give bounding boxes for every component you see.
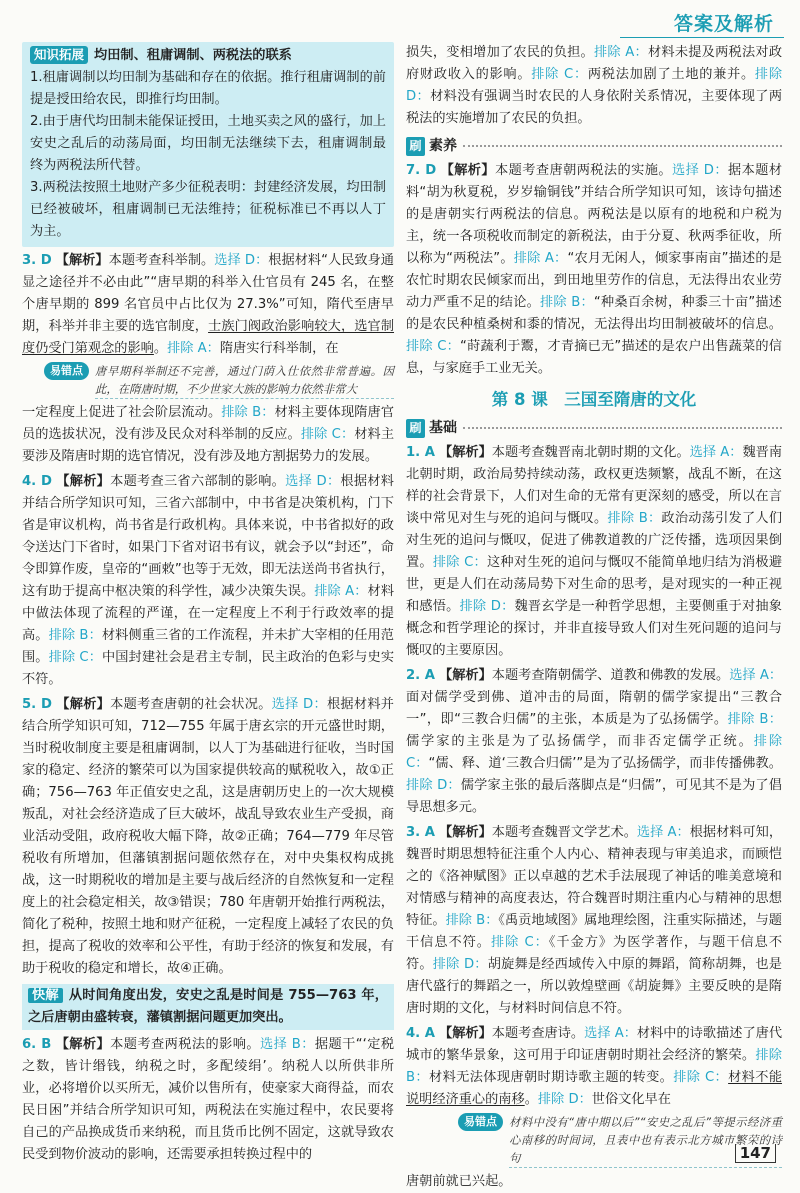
text-segment: 唐朝前就已兴起。: [406, 1174, 512, 1189]
analysis-tag: 【解析】: [56, 697, 111, 712]
text-segment: 世俗文化早在: [591, 1092, 671, 1107]
text-segment: 材料没有强调当时农民的人身依附关系情况，主要体现了两税法的实施增加了农民的负担。: [406, 89, 783, 126]
text-segment: 材料无法体现唐朝时期诗歌主题的转变。: [429, 1070, 674, 1085]
option-label: 选择 A：: [636, 825, 690, 840]
text-segment: 本题考查三省六部制的影响。: [110, 474, 286, 489]
text-segment: 根据材料并结合所学知识可知，三省六部制中，中书省是决策机构，门下省是审议机构，尚书省是行政机构。具体来说，中书省拟好的政令送达门下省时，如果门下省对诏书有议，就会予以“封还”，命令即算作废，皇帝的“画敕”也等于无效，即无法送尚书省执行，这有助于提高中枢决策的科学性，减少决策失误。: [22, 474, 394, 599]
text-segment: 中国封建社会是君主专制，民主政治的色彩与史实不符。: [22, 650, 395, 687]
analysis-tag: 【解析】: [439, 668, 492, 683]
option-label: 排除 B：: [221, 405, 275, 420]
option-label: 排除 B：: [607, 511, 662, 526]
left-column: [22, 42, 394, 1166]
answer-7: [406, 160, 782, 380]
option-label: 排除 C：: [406, 339, 461, 354]
answer-number: 4. D: [22, 474, 52, 489]
answer-number: 7. D: [406, 163, 437, 178]
mistake-tip-text: 材料中没有“唐中期以后”“安史之乱后”等提示经济重心南移的时间词，且表中也有表示北方城市繁荣的诗句: [509, 1113, 782, 1168]
lesson8-answer-1: [406, 442, 782, 662]
text-segment: 魏晋玄学是一种哲学思想，主要侧重于对抽象概念和哲学理论的探讨，并非直接导致人们对生死问题的追问与慨叹的主要原因。: [406, 599, 782, 658]
answer-6-continued: [406, 42, 782, 130]
answer-4: [22, 471, 394, 691]
option-label: 排除 D：: [432, 957, 488, 972]
text-segment: 材料主要体现隋唐官员的选拔状况，没有涉及民众对科举制的反应。: [22, 405, 395, 442]
section-divider: [463, 145, 782, 147]
knowledge-box-heading: [30, 45, 386, 67]
section-badge: 刷: [406, 137, 425, 156]
text-segment: “莳蔬利于鬻，才青摘已无”描述的是农户出售蔬菜的信息，与家庭手工业无关。: [406, 339, 782, 376]
analysis-tag: 【解析】: [55, 1037, 111, 1052]
lesson8-answer-3: [406, 822, 782, 1020]
text-segment: 本题考查唐朝两税法的实施。: [495, 163, 672, 178]
option-label: 选择 B：: [259, 1037, 315, 1052]
text-segment: 两税法加剧了土地的兼并。: [587, 67, 755, 82]
text-segment: 本题考查魏晋文学艺术。: [491, 825, 637, 840]
text-segment: 据本题材料“胡为秋夏税，岁岁输铜钱”并结合所学知识可知，该诗句描述的是唐朝实行两税法的信息。两税法是以原有的地税和户税为主，统一各项税收而制定的新税法，由于分夏、秋两季征收，所以称为“两税法”。: [406, 163, 783, 266]
answer-3-continued: [22, 402, 394, 468]
section-divider: [463, 427, 782, 429]
analysis-tag: 【解析】: [439, 825, 492, 840]
text-segment: 材料侧重三省的工作流程，并未扩大宰相的任用范围。: [22, 628, 394, 665]
option-label: 排除 A：: [167, 341, 220, 356]
lesson-title: 第 8 课 三国至隋唐的文化: [491, 390, 697, 409]
text-segment: 本题考查两税法的影响。: [110, 1037, 260, 1052]
option-label: 排除 B：: [48, 628, 102, 643]
answer-number: 3. A: [406, 825, 435, 840]
text-segment: 。: [524, 1092, 538, 1107]
text-segment: 据题干“‘定税之数，皆计缗钱，纳税之时，多配绫绢’。纳税人以所供非所业，必将增价以买所无，减价以售所有，使豪家大商得益，而农民日困”并结合所学知识可知，两税法在实施过程中，农民要将自己的产品换成货币来纳税，而且货币比例不固定，这就导致农民受到物价波动的影响，还需要承担转换过程中的: [22, 1037, 395, 1162]
option-label: 排除 A：: [513, 251, 568, 266]
option-label: 选择 D：: [271, 697, 327, 712]
option-label: 排除 C：: [490, 935, 549, 950]
text-segment: 面对儒学受到佛、道冲击的局面，隋朝的儒学家提出“三教合一”，即“三教合归儒”的主张，本质是为了弘扬儒学。: [406, 690, 782, 727]
underlined-text: 材料不能说明经济重心的南移: [406, 1070, 783, 1107]
analysis-tag: 【解析】: [56, 474, 111, 489]
section-heading-literacy: [406, 135, 782, 157]
answer-number: 5. D: [22, 697, 52, 712]
section-title: 基础: [429, 420, 457, 436]
knowledge-extension-box: [22, 42, 394, 247]
option-label: 排除 A：: [593, 45, 648, 60]
text-segment: 隋唐实行科举制，在: [219, 341, 339, 356]
text-segment: 这种对生死的追问与慨叹不能简单地归结为消极避世，更是人们在动荡局势下对生命的思考，是对现实的一种正视和感悟。: [406, 555, 783, 614]
text-segment: 胡旋舞是经西域传入中原的舞蹈，简称胡舞，也是唐代盛行的舞蹈之一，所以敦煌壁画《胡旋舞》主要反映的是隋唐时期的文化，与材料时间信息不符。: [406, 957, 782, 1016]
knowledge-point: 1.租庸调制以均田制为基础和存在的依据。推行租庸调制的前提是授田给农民，即推行均田制。: [30, 70, 386, 107]
knowledge-box-title: 均田制、租庸调制、两税法的联系: [94, 48, 292, 63]
text-segment: 儒学家主张的最后落脚点是“归儒”，可见其不是为了倡导思想多元。: [406, 778, 782, 815]
text-segment: “农月无闲人，倾家事南亩”描述的是农忙时期农民倾家而出，到田地里劳作的信息，无法得出农业劳动力严重不足的结论。: [406, 251, 782, 310]
header-divider: [620, 37, 784, 38]
option-label: 排除 B：: [406, 1048, 782, 1085]
knowledge-box-label: 知识拓展: [30, 46, 88, 64]
option-label: 排除 C：: [300, 427, 355, 442]
page-header-title: 答案及解析: [673, 13, 774, 35]
answer-number: 2. A: [406, 668, 435, 683]
mistake-tip-badge: 易错点: [458, 1113, 503, 1131]
analysis-tag: 【解析】: [55, 253, 109, 268]
knowledge-point: 2.由于唐代均田制未能保证授田，土地买卖之风的盛行，加上安史之乱后的动荡局面，均田制无法继续下去，租庸调制最终为两税法所代替。: [30, 114, 386, 173]
answer-number: 4. A: [406, 1026, 435, 1041]
text-segment: 本题考查唐朝的社会状况。: [110, 697, 272, 712]
underlined-text: 士族门阀政治影响较大，选官制度仍受门第观念的影响: [22, 319, 395, 356]
option-label: 选择 D：: [285, 474, 341, 489]
text-segment: 本题考查魏晋南北朝时期的文化。: [491, 445, 690, 460]
answer-3: [22, 250, 394, 360]
mistake-tip-text: 唐早期科举制还不完善，通过门荫入仕依然非常普遍。因此，在隋唐时期，不少世家大族的影响力依然非常大: [95, 362, 394, 399]
option-label: 选择 D：: [671, 163, 728, 178]
text-segment: 政治动荡引发了人们对生死的追问与慨叹，促进了佛教道教的广泛传播，选项因果倒置。: [406, 511, 783, 570]
text-segment: 。: [153, 341, 168, 356]
text-segment: 本题考查隋朝儒学、道教和佛教的发展。: [491, 668, 730, 683]
text-segment: 根据材料并结合所学知识可知，712—755 年属于唐玄宗的开元盛世时期，当时税收制度主要是租庸调制，以人丁为基础进行征收，当时国家的稳定、经济的繁荣可以为国家提供较高的赋税收入，故①正确；756—763 年正值安史之乱，这是唐朝历史上的一次大规模叛乱，对社会经济造成了巨大破坏，战乱导致农业生产受损，商业活动受阻，政府税收大幅下降，故②正确；764—779 年尽管税收有所增加，但藩镇割据问题依然存在，对中央集权构成挑战，这一时期税收的增加是主要与战后经济的自然恢复和一定程度上的社会稳定相关，故③错误；780 年唐朝开始推行两税法，简化了税种，按照土地和财产征税，一定程度上减轻了农民的负担，提高了税收的效率和公平性，有助于经济的恢复和发展，有助于税收的稳定和增长，故④正确。: [22, 697, 394, 976]
option-label: 排除 D：: [459, 599, 515, 614]
section-title: 素养: [429, 138, 457, 154]
text-segment: 一定程度上促进了社会阶层流动。: [22, 405, 222, 420]
quick-solution-label: 快解: [28, 988, 63, 1003]
answer-number: 1. A: [406, 445, 435, 460]
text-segment: 本题考查唐诗。: [491, 1026, 585, 1041]
page-number: 147: [735, 1144, 776, 1163]
option-label: 排除 D：: [406, 778, 461, 793]
option-label: 排除 A：: [314, 584, 368, 599]
section-badge: 刷: [406, 419, 425, 438]
analysis-tag: 【解析】: [440, 163, 496, 178]
mistake-tip-box: [458, 1113, 782, 1168]
section-heading-basic: [406, 417, 782, 439]
option-label: 排除 B：: [727, 712, 782, 727]
option-label: 排除 C：: [531, 67, 588, 82]
text-segment: 儒学家的主张是为了弘扬儒学，而非否定儒学正统。: [406, 734, 754, 749]
mistake-tip-badge: 易错点: [44, 362, 89, 380]
text-segment: 材料中做法体现了流程的严谨，在一定程度上不利于行政效率的提高。: [22, 584, 395, 643]
text-segment: 材料主要涉及隋唐时期的选官情况，没有涉及地方割据势力的发展。: [22, 427, 395, 464]
text-segment: “种桑百余树，种黍三十亩”描述的是农民种植桑树和黍的情况，无法得出均田制被破坏的信息。: [406, 295, 782, 332]
option-label: 选择 A：: [689, 445, 743, 460]
option-label: 排除 C：: [673, 1070, 729, 1085]
text-segment: 根据材料“人民致身通显之途径并不必由此”“唐早期的科举入仕官员有 245 名，在整个唐早期的 899 名官员中占比仅为 27.3%”可知，隋代至唐早期，科举并非主要的选官制度，: [22, 253, 394, 334]
text-segment: 损失，变相增加了农民的负担。: [406, 45, 594, 60]
option-label: 排除 B：: [540, 295, 594, 310]
text-segment: 材料中的诗歌描述了唐代城市的繁华景象，这可用于印证唐朝时期社会经济的繁荣。: [406, 1026, 783, 1063]
lesson8-answer-2: [406, 665, 782, 819]
text-segment: “儒、释、道‘三教合归儒’”是为了弘扬儒学，而非传播佛教。: [428, 756, 782, 771]
answer-number: 6. B: [22, 1037, 52, 1052]
option-label: 排除 B：: [445, 913, 499, 928]
option-label: 选择 A：: [729, 668, 783, 683]
quick-solution-box: [22, 984, 394, 1030]
text-segment: 材料未提及两税法对政府财政收入的影响。: [406, 45, 783, 82]
answer-6: [22, 1034, 394, 1166]
option-label: 排除 C：: [432, 555, 487, 570]
right-column: [406, 42, 782, 1193]
analysis-tag: 【解析】: [439, 445, 492, 460]
answer-5: [22, 694, 394, 980]
knowledge-point: 3.两税法按照土地财产多少征税表明：封建经济发展，均田制已经被破坏，租庸调制已无法维持；征税标准已不再以人丁为主。: [30, 180, 386, 239]
option-label: 排除 C：: [48, 650, 102, 665]
text-segment: 本题考查科举制。: [108, 253, 215, 268]
text-segment: 根据材料可知，魏晋时期思想特征注重个人内心、精神表现与审美追求，而顾恺之的《洛神赋图》正以卓越的艺术手法展现了神话的唯美意境和对情感与精神的高度表达，符合魏晋时期注重内心与精神的思想特征。: [406, 825, 783, 928]
quick-solution-text: 从时间角度出发，安史之乱是时间是 755—763 年，之后唐朝由盛转衰，藩镇割据问题更加突出。: [28, 988, 388, 1025]
text-segment: 《千金方》为医学著作，与题干信息不符。: [406, 935, 783, 972]
option-label: 排除 D：: [537, 1092, 592, 1107]
option-label: 排除 D：: [406, 67, 783, 104]
answer-number: 3. D: [22, 253, 52, 268]
option-label: 排除 C：: [406, 734, 783, 771]
option-label: 选择 A：: [584, 1026, 637, 1041]
analysis-tag: 【解析】: [439, 1026, 492, 1041]
text-segment: 魏晋南北朝时期，政治局势持续动荡，政权更迭频繁，战乱不断，在这样的社会背景下，人们对生命的无常有更深刻的感受，所以在言谈中常见对生与死的追问与慨叹。: [406, 445, 783, 526]
option-label: 选择 D：: [214, 253, 269, 268]
lesson8-answer-4: [406, 1023, 782, 1111]
text-segment: 《禹贡地域图》属地理绘图，注重实际描述，与题干信息不符。: [406, 913, 782, 950]
lesson8-answer-4-continued: [406, 1171, 782, 1193]
mistake-tip-box: [44, 362, 394, 399]
